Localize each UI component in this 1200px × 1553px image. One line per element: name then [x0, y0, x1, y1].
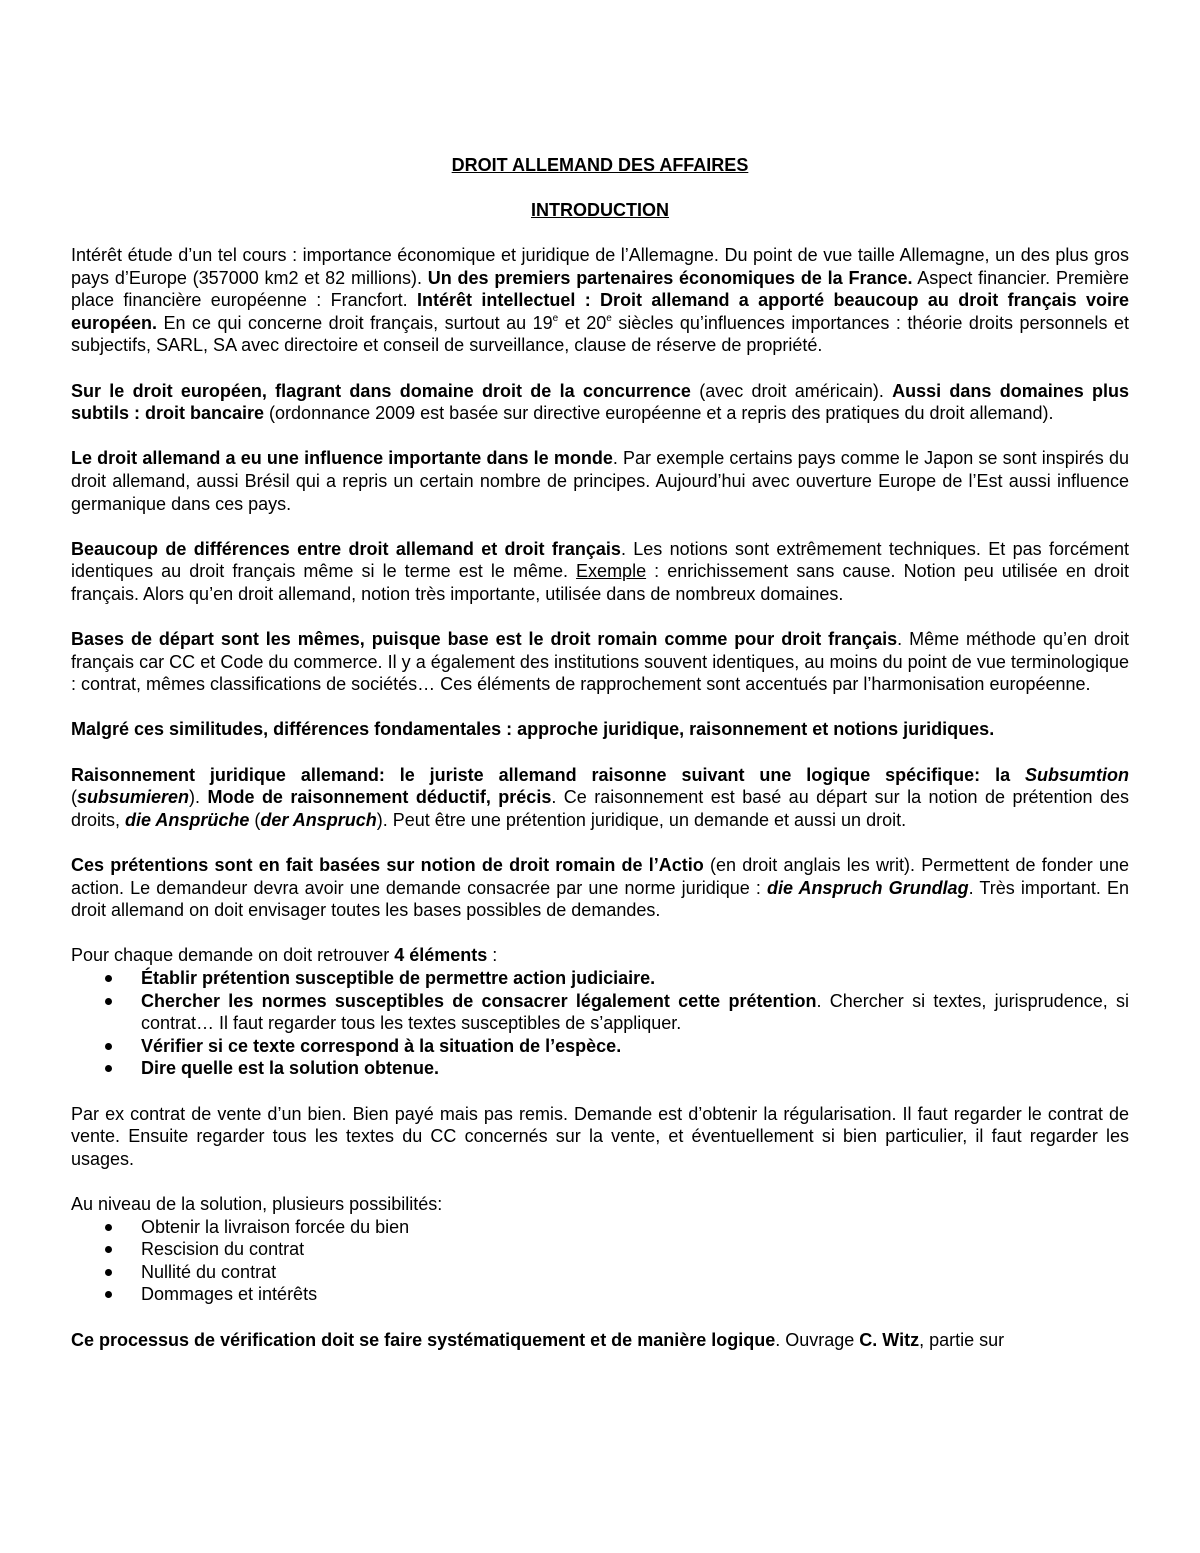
- list-item: [71, 990, 1129, 1035]
- text-run: Intérêt étude d’un tel cours : importance économique et juridique de l’Allemagne. Du point de vue taille Allemagne, un des plus gros pays d’Europe (357000 km2 et 82 millions).: [71, 245, 1129, 288]
- bold-text: Aussi dans domaines plus subtils : droit bancaire: [71, 380, 1130, 424]
- text-run: ). Peut être une prétention juridique, un demande et aussi un droit.: [376, 809, 907, 830]
- bold-text: C. Witz: [859, 1329, 920, 1350]
- text-run: Rescision du contrat: [141, 1239, 305, 1260]
- text-run: . Très important. En droit allemand on doit envisager toutes les bases possibles de demandes.: [71, 877, 1129, 921]
- bold-italic-text: der Anspruch: [260, 809, 377, 830]
- text-run: . Ouvrage: [775, 1329, 860, 1350]
- text-run: . Par exemple certains pays comme le Japon se sont inspirés du droit allemand, aussi Brésil qui a repris un certain nombre de principes. Aujourd’hui avec ouverture Europe de l’Est aussi influence germanique dans ces pays.: [71, 448, 1129, 514]
- paragraph-european-law: [71, 380, 1129, 425]
- text-run: . Chercher si textes, jurisprudence, si contrat… Il faut regarder tous les textes susceptibles de s’appliquer.: [141, 990, 1129, 1034]
- list-item: [71, 1216, 1129, 1239]
- text-run: Aspect financier. Première place financière européenne : Francfort.: [71, 267, 1129, 311]
- bullet-icon: [105, 1291, 112, 1298]
- bold-text: Ces prétentions sont en fait basées sur notion de droit romain de l’Actio: [71, 855, 704, 876]
- bold-text: Un des premiers partenaires économiques de la France.: [427, 267, 913, 288]
- bold-text: Chercher les normes susceptibles de consacrer légalement cette prétention: [141, 990, 817, 1011]
- text-run: En ce qui concerne droit français, surtout au 19: [157, 312, 553, 333]
- text-run: (ordonnance 2009 est basée sur directive européenne et a repris des pratiques du droit allemand).: [264, 403, 1054, 424]
- text-run: Nullité du contrat: [141, 1261, 277, 1282]
- text-run: (: [71, 787, 77, 808]
- bullet-icon: [105, 1269, 112, 1276]
- list-item: [71, 1261, 1129, 1284]
- text-run: siècles qu’influences importances : théorie droits personnels et subjectifs, SARL, SA avec directoire et conseil de surveillance, clause de réserve de propriété.: [71, 312, 1129, 356]
- bold-text: Intérêt intellectuel : Droit allemand a apporté beaucoup au droit français voire européen.: [71, 290, 1129, 333]
- text-run: et 20: [558, 312, 607, 333]
- text-run: (: [249, 809, 261, 830]
- text-run: Pour chaque demande on doit retrouver: [71, 945, 395, 966]
- bullet-icon: [105, 1065, 112, 1072]
- paragraph-example-contract: Par ex contrat de vente d’un bien. Bien payé mais pas remis. Demande est d’obtenir la régularisation. Il faut regarder le contrat de vente. Ensuite regarder tous les textes du CC concernés sur la vente, et éventuellement si bien particulier, il faut regarder les usages.: [71, 1103, 1129, 1169]
- list-item: [71, 967, 1129, 990]
- document-title: DROIT ALLEMAND DES AFFAIRES: [451, 155, 749, 175]
- bullet-icon: [105, 998, 112, 1005]
- document-body: [71, 244, 1129, 1374]
- bullet-icon: [105, 975, 112, 982]
- paragraph-legal-reasoning: [71, 764, 1129, 832]
- bold-text: Sur le droit européen, flagrant dans domaine droit de la concurrence: [71, 380, 691, 401]
- paragraph-verification-process: [71, 1329, 1129, 1352]
- paragraph-four-elements: [71, 944, 1129, 967]
- bold-italic-text: Subsumtion: [1025, 764, 1129, 785]
- bold-text: Bases de départ sont les mêmes, puisque base est le droit romain comme pour droit français: [71, 629, 898, 650]
- bold-text: Vérifier si ce texte correspond à la situation de l’espèce.: [141, 1035, 622, 1056]
- text-run: , partie sur: [919, 1329, 1005, 1350]
- text-run: . Ce raisonnement est basé au départ sur la notion de prétention des droits,: [71, 787, 1129, 830]
- bullet-icon: [105, 1043, 112, 1050]
- list-item: [71, 1238, 1129, 1261]
- bold-italic-text: subsumieren: [77, 787, 190, 808]
- superscript: e: [552, 312, 559, 324]
- bold-text: Beaucoup de différences entre droit allemand et droit français: [71, 538, 621, 559]
- bold-italic-text: die Anspruch Grundlag: [766, 877, 969, 898]
- paragraph-fundamental-differences: Malgré ces similitudes, différences fondamentales : approche juridique, raisonnement et notions juridiques.: [71, 719, 995, 740]
- section-heading: INTRODUCTION: [531, 200, 669, 220]
- text-run: . Les notions sont extrêmement techniques. Et pas forcément identiques au droit français même si le terme est le même.: [71, 538, 1129, 582]
- bold-text: Dire quelle est la solution obtenue.: [141, 1058, 440, 1079]
- list-item: [71, 1283, 1129, 1306]
- text-run: . Même méthode qu’en droit français car CC et Code du commerce. Il y a également des institutions souvent identiques, au moins du point de vue terminologique : contrat, mêmes classifications de sociétés… Ces éléments de rapprochement sont accentués par l’harmonisation européenne.: [71, 629, 1129, 695]
- paragraph-actio: [71, 854, 1129, 922]
- paragraph-solution-intro: Au niveau de la solution, plusieurs possibilités:: [71, 1193, 443, 1214]
- elements-list: [71, 967, 1129, 1080]
- text-run: ).: [189, 787, 208, 808]
- bold-text: Ce processus de vérification doit se faire systématiquement et de manière logique: [71, 1329, 776, 1350]
- bold-text: Mode de raisonnement déductif, précis: [207, 787, 552, 808]
- text-run: : enrichissement sans cause. Notion peu utilisée en droit français. Alors qu’en droit allemand, notion très importante, utilisée dans de nombreux domaines.: [71, 561, 1130, 604]
- bold-italic-text: die Ansprüche: [125, 809, 250, 830]
- list-item: [71, 1035, 1129, 1058]
- paragraph-differences: [71, 538, 1129, 606]
- underlined-text: Exemple: [576, 561, 647, 582]
- text-run: (avec droit américain).: [690, 380, 893, 401]
- bullet-icon: [105, 1246, 112, 1253]
- list-item: [71, 1057, 1129, 1080]
- bold-text: 4 éléments: [394, 945, 488, 966]
- text-run: :: [487, 945, 498, 966]
- bullet-icon: [105, 1224, 112, 1231]
- paragraph-world-influence: [71, 447, 1129, 515]
- superscript: e: [606, 312, 612, 324]
- paragraph-interest: [71, 244, 1129, 357]
- bold-text: Raisonnement juridique allemand: le juriste allemand raisonne suivant une logique spécifique: la: [71, 764, 1025, 785]
- bold-text: Le droit allemand a eu une influence importante dans le monde: [71, 448, 613, 469]
- text-run: Obtenir la livraison forcée du bien: [141, 1216, 410, 1237]
- paragraph-common-bases: [71, 628, 1129, 696]
- text-run: (en droit anglais les writ). Permettent de fonder une action. Le demandeur devra avoir une demande consacrée par une norme juridique :: [71, 855, 1130, 898]
- solutions-list: [71, 1216, 1129, 1306]
- text-run: Dommages et intérêts: [141, 1284, 318, 1305]
- bold-text: Établir prétention susceptible de permettre action judiciaire.: [141, 968, 656, 988]
